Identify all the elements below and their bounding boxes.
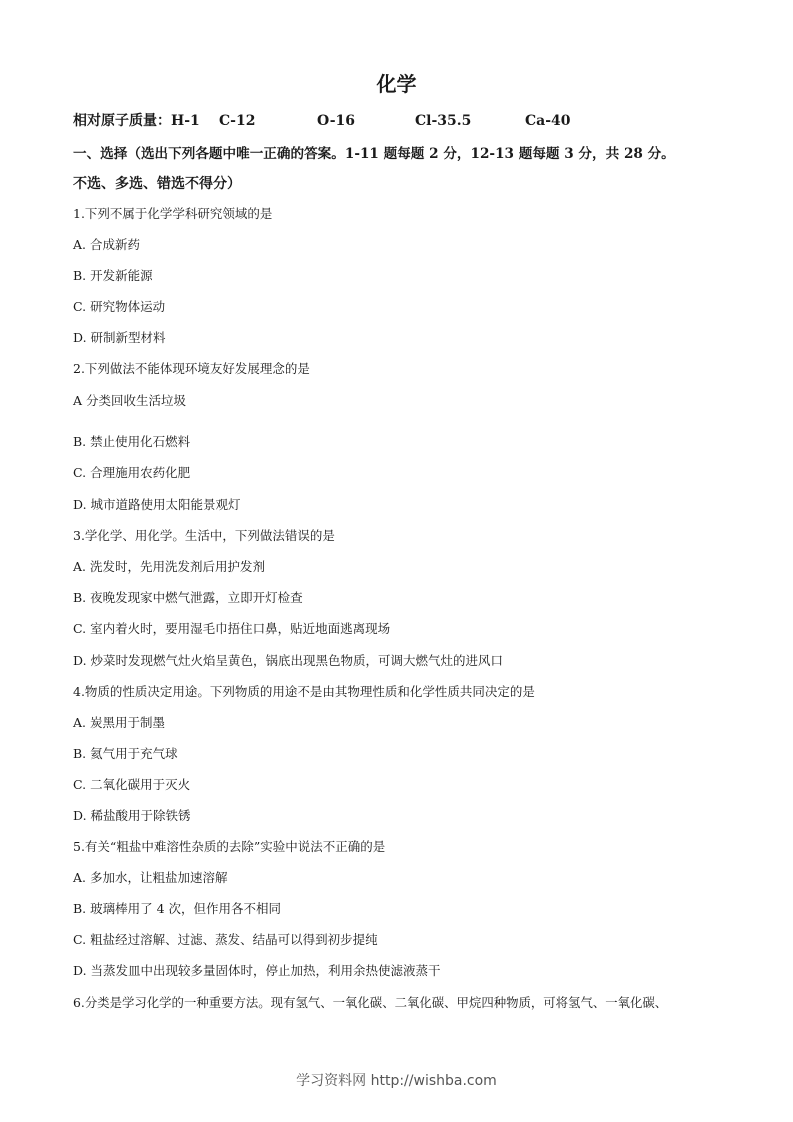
question-1-option-a: A. 合成新药 bbox=[73, 237, 140, 252]
question-2-option-d: D. 城市道路使用太阳能景观灯 bbox=[73, 497, 241, 512]
page-title: 化学 bbox=[376, 72, 417, 96]
question-2-option-a: A 分类回收生活垃圾 bbox=[73, 393, 187, 408]
question-2-stem: 2.下列做法不能体现环境友好发展理念的是 bbox=[73, 361, 310, 376]
atomic-mass-label: 相对原子质量：H-1 bbox=[73, 113, 200, 129]
footer-source: 学习资料网 http://wishba.com bbox=[296, 1073, 497, 1089]
question-3-option-a: A. 洗发时，先用洗发剂后用护发剂 bbox=[73, 559, 265, 574]
question-3-option-d: D. 炒菜时发现燃气灶火焰呈黄色，锅底出现黑色物质，可调大燃气灶的进风口 bbox=[73, 653, 504, 668]
question-5-option-b: B. 玻璃棒用了 4 次，但作用各不相同 bbox=[73, 901, 282, 916]
question-1-option-c: C. 研究物体运动 bbox=[73, 299, 166, 314]
question-1-option-d: D. 研制新型材料 bbox=[73, 330, 166, 345]
atomic-mass-c: C-12 bbox=[219, 113, 256, 129]
atomic-mass-line bbox=[73, 110, 571, 130]
section-heading-line-1: 一、选择（选出下列各题中唯一正确的答案。1-11 题每题 2 分，12-13 题每题 3 分，共 28 分。 bbox=[73, 146, 675, 162]
question-4-option-c: C. 二氧化碳用于灭火 bbox=[73, 777, 191, 792]
question-4-option-d: D. 稀盐酸用于除铁锈 bbox=[73, 808, 191, 823]
question-1-option-b: B. 开发新能源 bbox=[73, 268, 153, 283]
atomic-mass-cl: Cl-35.5 bbox=[415, 113, 472, 129]
question-2-option-c: C. 合理施用农药化肥 bbox=[73, 465, 191, 480]
question-3-stem: 3.学化学、用化学。生活中，下列做法错误的是 bbox=[73, 528, 335, 543]
question-6-stem: 6.分类是学习化学的一种重要方法。现有氢气、一氧化碳、二氧化碳、甲烷四种物质，可将氢气、一氧化碳、 bbox=[73, 995, 668, 1010]
question-4-option-b: B. 氦气用于充气球 bbox=[73, 746, 178, 761]
question-4-stem: 4.物质的性质决定用途。下列物质的用途不是由其物理性质和化学性质共同决定的是 bbox=[73, 684, 535, 699]
question-1-stem: 1.下列不属于化学学科研究领域的是 bbox=[73, 206, 273, 221]
question-2-option-b: B. 禁止使用化石燃料 bbox=[73, 434, 191, 449]
question-3-option-b: B. 夜晚发现家中燃气泄露，立即开灯检查 bbox=[73, 590, 303, 605]
section-heading-line-2: 不选、多选、错选不得分） bbox=[73, 176, 241, 192]
question-5-option-a: A. 多加水，让粗盐加速溶解 bbox=[73, 870, 228, 885]
question-4-option-a: A. 炭黑用于制墨 bbox=[73, 715, 165, 730]
question-5-option-c: C. 粗盐经过溶解、过滤、蒸发、结晶可以得到初步提纯 bbox=[73, 932, 378, 947]
atomic-mass-o: O-16 bbox=[317, 113, 356, 129]
question-3-option-c: C. 室内着火时，要用湿毛巾捂住口鼻，贴近地面逃离现场 bbox=[73, 621, 391, 636]
question-5-option-d: D. 当蒸发皿中出现较多量固体时，停止加热，利用余热使滤液蒸干 bbox=[73, 963, 441, 978]
atomic-mass-ca: Ca-40 bbox=[525, 113, 571, 129]
question-5-stem: 5.有关“粗盐中难溶性杂质的去除”实验中说法不正确的是 bbox=[73, 839, 386, 854]
